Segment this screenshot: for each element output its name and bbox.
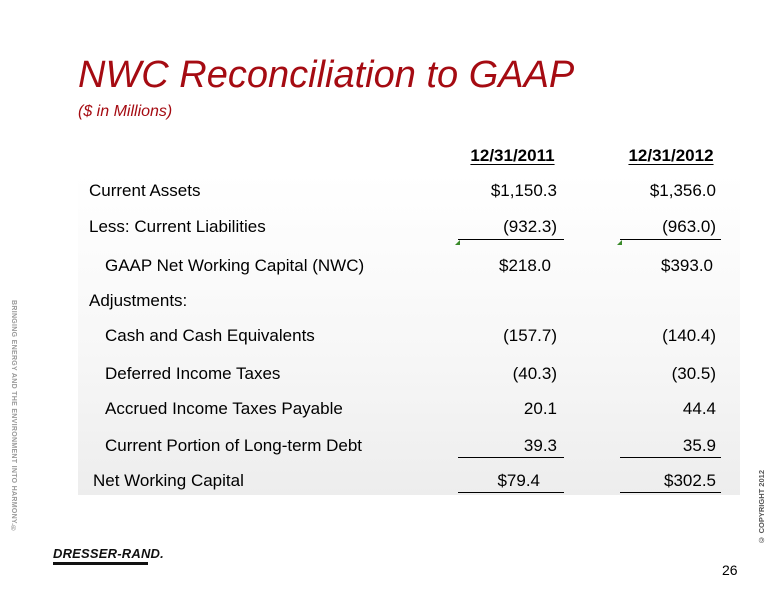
row-label: Cash and Cash Equivalents [105, 326, 315, 345]
total-underline [458, 492, 564, 493]
subtotal-underline [458, 457, 564, 458]
value-2011: (157.7) [503, 326, 557, 345]
comment-marker [455, 240, 460, 245]
subtotal-underline [620, 239, 721, 240]
slide-title: NWC Reconciliation to GAAP [78, 54, 575, 96]
value-2011: $79.4 [497, 471, 540, 490]
value-2011: 20.1 [523, 399, 557, 418]
row-label: Less: Current Liabilities [89, 217, 266, 236]
table-row [0, 471, 776, 499]
value-2012: (140.4) [662, 326, 716, 345]
row-label: Net Working Capital [93, 471, 244, 490]
page-number: 26 [722, 562, 738, 578]
value-2011: (40.3) [512, 364, 557, 383]
section-label: Adjustments: [89, 291, 188, 310]
column-header-2011: 12/31/2011 [470, 146, 555, 165]
company-logo: DRESSER-RAND. [53, 546, 164, 561]
value-2012: $393.0 [661, 256, 713, 275]
row-label: Accrued Income Taxes Payable [105, 399, 343, 418]
column-header-2012: 12/31/2012 [628, 146, 714, 165]
slide-subtitle: ($ in Millions) [78, 103, 173, 120]
table-row [0, 399, 776, 427]
value-2011: $218.0 [499, 256, 551, 275]
table-row [0, 326, 776, 354]
tagline-vertical: BRINGING ENERGY AND THE ENVIRONMENT INTO HARMONY.® [10, 300, 17, 533]
table-row [0, 291, 776, 319]
value-2011: 39.3 [523, 436, 557, 455]
value-2012: $302.5 [664, 471, 716, 490]
row-label: Current Assets [89, 181, 201, 200]
value-2012: (963.0) [662, 217, 716, 236]
row-label: Deferred Income Taxes [105, 364, 281, 383]
value-2012: $1,356.0 [649, 181, 716, 200]
value-2011: (932.3) [503, 217, 557, 236]
logo-underline [53, 562, 148, 565]
copyright-vertical: © COPYRIGHT 2012 [757, 470, 766, 545]
table-row [0, 256, 776, 284]
table-row [0, 364, 776, 392]
comment-marker [617, 240, 622, 245]
subtotal-underline [458, 239, 564, 240]
table-row [0, 436, 776, 464]
value-2012: 35.9 [682, 436, 716, 455]
subtotal-underline [620, 457, 721, 458]
table-row [0, 217, 776, 245]
row-label: GAAP Net Working Capital (NWC) [105, 256, 365, 275]
total-underline [620, 492, 721, 493]
value-2012: (30.5) [671, 364, 716, 383]
row-label: Current Portion of Long-term Debt [105, 436, 363, 455]
table-row [0, 181, 776, 209]
value-2011: $1,150.3 [490, 181, 557, 200]
value-2012: 44.4 [682, 399, 716, 418]
